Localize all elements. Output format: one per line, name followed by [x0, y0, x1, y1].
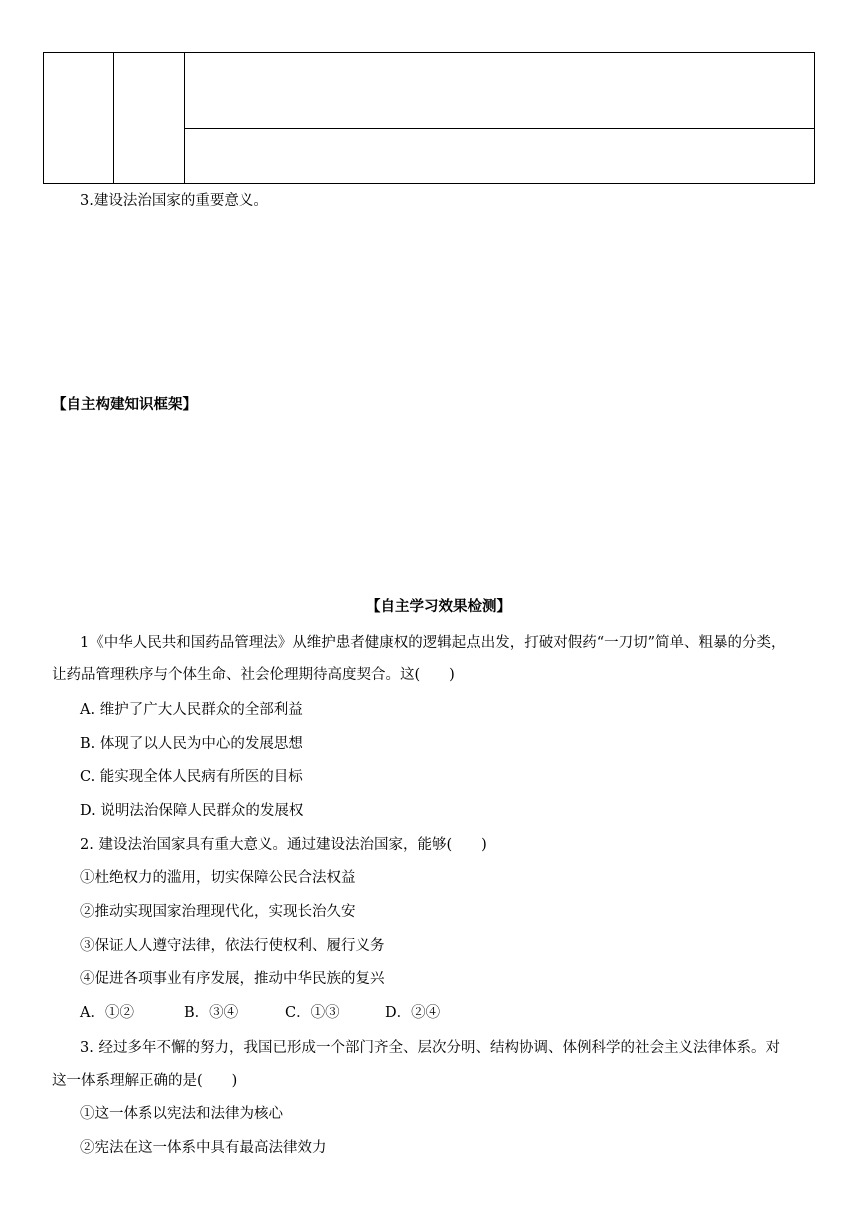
table-divider	[113, 53, 114, 183]
question-3-item: ②宪法在这一体系中具有最高法律效力	[80, 1140, 327, 1156]
framework-heading: 【自主构建知识框架】	[52, 396, 197, 413]
section-heading: 3.建设法治国家的重要意义。	[80, 193, 268, 209]
question-1-option: B. 体现了以人民为中心的发展思想	[80, 736, 303, 752]
question-2-choice: C．①③	[285, 1005, 340, 1021]
question-2-stem: 2. 建设法治国家具有重大意义。通过建设法治国家，能够( )	[80, 837, 487, 853]
question-2-choice: D．②④	[385, 1005, 441, 1021]
question-1-option: A. 维护了广大人民群众的全部利益	[80, 702, 303, 718]
question-2-item: ①杜绝权力的滥用，切实保障公民合法权益	[80, 870, 356, 886]
question-1-option: C. 能实现全体人民病有所医的目标	[80, 769, 303, 785]
question-2-item: ③保证人人遵守法律，依法行使权利、履行义务	[80, 938, 385, 954]
question-3-stem: 3. 经过多年不懈的努力，我国已形成一个部门齐全、层次分明、结构协调、体例科学的社会主义法律体系。对	[80, 1040, 780, 1056]
question-3-stem: 这一体系理解正确的是( )	[52, 1073, 238, 1089]
table-divider	[184, 53, 185, 183]
question-2-choice: A．①②	[80, 1005, 134, 1021]
question-3-item: ①这一体系以宪法和法律为核心	[80, 1106, 283, 1122]
question-2-choice: B．③④	[184, 1005, 239, 1021]
question-2-item: ④促进各项事业有序发展，推动中华民族的复兴	[80, 971, 385, 987]
framework-table	[43, 52, 815, 184]
question-1-stem: 1《中华人民共和国药品管理法》从维护患者健康权的逻辑起点出发，打破对假药“一刀切”简单、粗暴的分类，	[80, 635, 786, 651]
question-1-stem: 让药品管理秩序与个体生命、社会伦理期待高度契合。这( )	[52, 667, 455, 683]
test-heading: 【自主学习效果检测】	[366, 598, 511, 615]
question-1-option: D. 说明法治保障人民群众的发展权	[80, 803, 304, 819]
question-2-item: ②推动实现国家治理现代化，实现长治久安	[80, 904, 356, 920]
table-divider	[184, 128, 814, 129]
